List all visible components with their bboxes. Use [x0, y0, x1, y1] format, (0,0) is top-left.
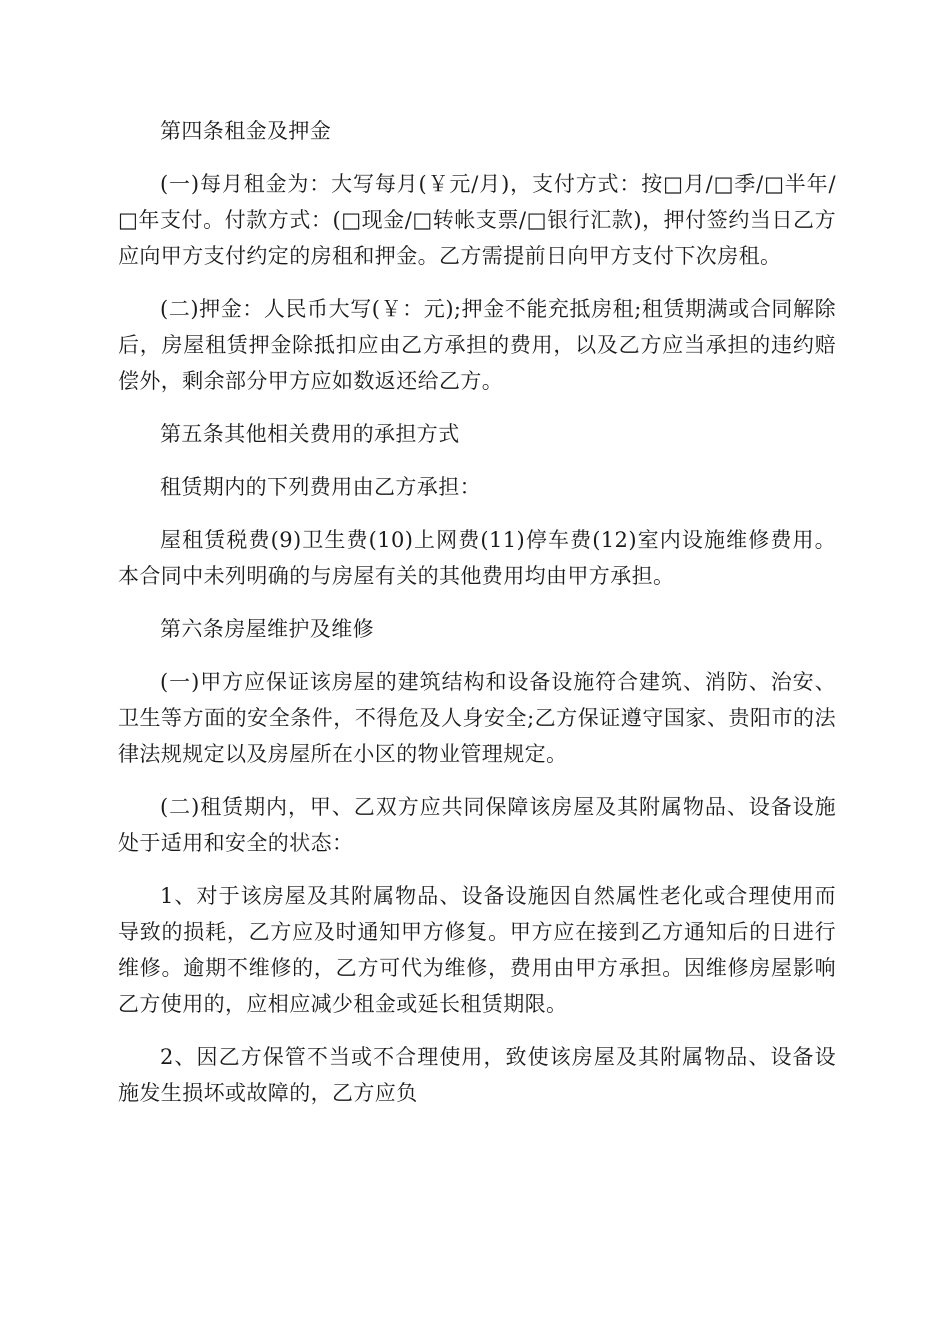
paragraph-fees-list: 屋租赁税费(9)卫生费(10)上网费(11)停车费(12)室内设施维修费用。本合同中未列明确的与房屋有关的其他费用均由甲方承担。	[118, 528, 836, 588]
paragraph-safety-conditions: (一)甲方应保证该房屋的建筑结构和设备设施符合建筑、消防、治安、卫生等方面的安全条件，不得危及人身安全;乙方保证遵守国家、贵阳市的法律法规规定以及房屋所在小区的物业管理规定。	[118, 670, 836, 766]
paragraph-joint-maintenance: (二)租赁期内，甲、乙双方应共同保障该房屋及其附属物品、设备设施处于适用和安全的状态：	[118, 795, 836, 855]
section-heading-article-4: 第四条租金及押金	[160, 119, 332, 143]
paragraph-repair-item-1: 1、对于该房屋及其附属物品、设备设施因自然属性老化或合理使用而导致的损耗，乙方应及时通知甲方修复。甲方应在接到乙方通知后的日进行维修。逾期不维修的，乙方可代为维修，费用由甲方承担。因维修房屋影响乙方使用的，应相应减少租金或延长租赁期限。	[118, 884, 836, 1016]
document-body	[118, 113, 836, 1128]
paragraph-rent-amount: (一)每月租金为：大写每月(￥元/月)，支付方式：按□月/□季/□半年/□年支付。付款方式：(□现金/□转帐支票/□银行汇款)，押付签约当日乙方应向甲方支付约定的房租和押金。乙方需提前日向甲方支付下次房租。	[118, 172, 836, 268]
section-heading-article-5: 第五条其他相关费用的承担方式	[160, 422, 460, 446]
section-heading-article-6: 第六条房屋维护及维修	[160, 617, 374, 641]
paragraph-repair-item-2: 2、因乙方保管不当或不合理使用，致使该房屋及其附属物品、设备设施发生损坏或故障的，乙方应负	[118, 1045, 836, 1105]
paragraph-fees-intro: 租赁期内的下列费用由乙方承担：	[160, 475, 481, 499]
paragraph-deposit: (二)押金：人民币大写(￥：元);押金不能充抵房租;租赁期满或合同解除后，房屋租赁押金除抵扣应由乙方承担的费用，以及乙方应当承担的违约赔偿外，剩余部分甲方应如数返还给乙方。	[118, 297, 836, 393]
